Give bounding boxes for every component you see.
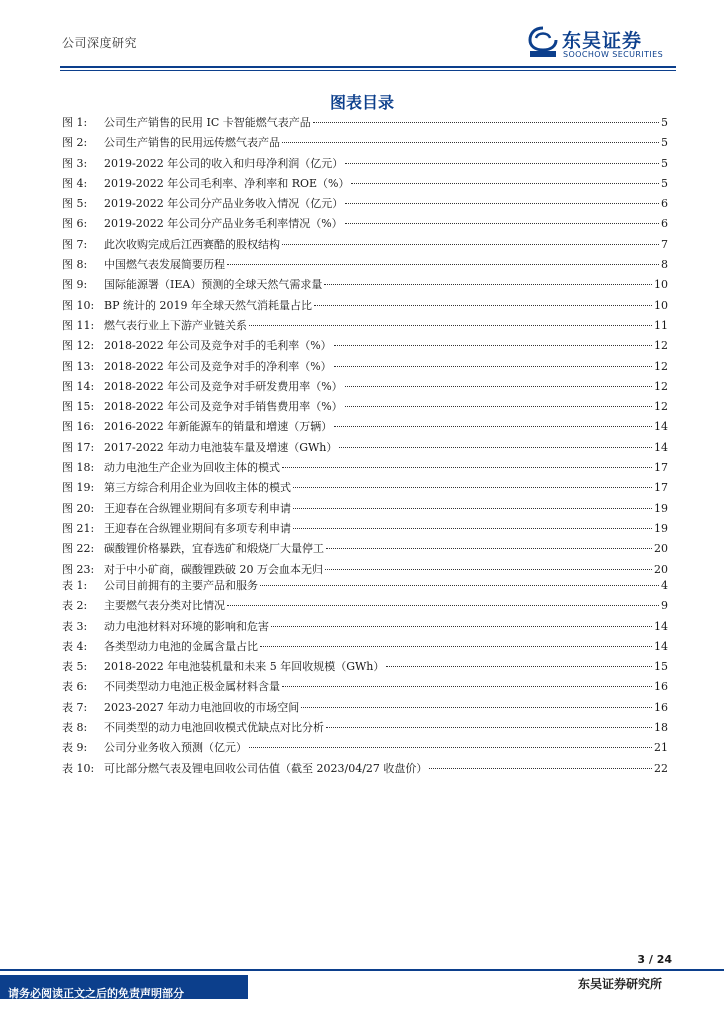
figure-page: 6 [661, 197, 668, 211]
figure-entry[interactable] [62, 377, 668, 397]
figure-page: 12 [654, 400, 668, 414]
figure-entry[interactable] [62, 235, 668, 255]
figure-entry[interactable] [62, 499, 668, 519]
table-title: 可比部分燃气表及锂电回收公司估值（截至 2023/04/27 收盘价） [104, 761, 428, 775]
table-entry[interactable] [62, 617, 668, 637]
figure-number: 图 1: [62, 116, 88, 129]
table-title: 主要燃气表分类对比情况 [104, 599, 225, 613]
table-number: 表 4: [62, 639, 88, 653]
figure-title: BP 统计的 2019 年全球天然气消耗量占比 [104, 298, 312, 312]
figure-number: 图 7: [62, 237, 88, 251]
figure-entry[interactable] [62, 336, 668, 356]
dot-leader [326, 727, 652, 728]
dot-leader [345, 406, 652, 407]
table-title: 不同类型动力电池正极金属材料含量 [104, 680, 280, 694]
table-number: 表 3: [62, 619, 88, 633]
logo-name-en: SOOCHOW SECURITIES [563, 50, 664, 59]
figure-title: 公司生产销售的民用 IC 卡智能燃气表产品 [104, 116, 311, 129]
figure-entry[interactable] [62, 478, 668, 498]
table-title: 2018-2022 年电池装机量和未来 5 年回收规模（GWh） [104, 660, 385, 674]
table-entry[interactable] [62, 718, 668, 738]
dot-leader [334, 345, 652, 346]
figure-number: 图 21: [62, 521, 95, 535]
figure-title: 对于中小矿商，碳酸锂跌破 20 万会血本无归 [104, 562, 323, 576]
footer-institute: 东吴证券研究所 [577, 977, 662, 991]
figure-title: 碳酸锂价格暴跌，宜春选矿和煅烧厂大量停工 [104, 542, 324, 556]
figure-number: 图 4: [62, 176, 88, 190]
figure-page: 12 [654, 359, 668, 373]
figure-number: 图 6: [62, 217, 88, 231]
table-entry[interactable] [62, 657, 668, 677]
table-number: 表 5: [62, 660, 88, 674]
dot-leader [345, 223, 659, 224]
figure-entry[interactable] [62, 438, 668, 458]
figure-page: 11 [654, 318, 668, 332]
dot-leader [345, 203, 659, 204]
figure-number: 图 20: [62, 501, 95, 515]
table-page: 15 [654, 660, 668, 674]
dot-leader [351, 183, 659, 184]
figure-page: 14 [654, 420, 668, 434]
table-title: 不同类型的动力电池回收模式优缺点对比分析 [104, 721, 324, 735]
figure-title: 2019-2022 年公司分产品业务收入情况（亿元） [104, 197, 344, 211]
figure-entry[interactable] [62, 255, 668, 275]
table-entry[interactable] [62, 677, 668, 697]
toc-title: 图表目录 [329, 93, 394, 112]
dot-leader [301, 707, 652, 708]
page-number: 3 / 24 [637, 953, 672, 966]
figure-title: 王迎春在合纵锂业期间有多项专利申请 [104, 521, 291, 535]
table-page: 22 [654, 761, 668, 775]
figure-number: 图 15: [62, 400, 95, 414]
figure-entry[interactable] [62, 357, 668, 377]
figure-page: 5 [661, 156, 668, 170]
table-number: 表 9: [62, 741, 88, 755]
dot-leader [326, 548, 652, 549]
figure-page: 10 [654, 298, 668, 312]
figure-entry[interactable] [62, 316, 668, 336]
figure-entry[interactable] [62, 519, 668, 539]
dot-leader [345, 386, 652, 387]
figure-number: 图 9: [62, 278, 88, 292]
dot-leader [271, 626, 652, 627]
table-title: 各类型动力电池的金属含量占比 [104, 639, 258, 653]
table-page: 14 [654, 619, 668, 633]
figure-number: 图 11: [62, 318, 95, 332]
dot-leader [334, 426, 652, 427]
figure-page: 12 [654, 379, 668, 393]
table-page: 14 [654, 639, 668, 653]
figure-title: 中国燃气表发展简要历程 [104, 258, 225, 272]
figure-entry[interactable] [62, 133, 668, 153]
figure-title: 公司生产销售的民用远传燃气表产品 [104, 136, 280, 150]
figure-number: 图 3: [62, 156, 88, 170]
section-label: 公司深度研究 [62, 36, 138, 50]
table-page: 16 [654, 680, 668, 694]
dot-leader [345, 163, 659, 164]
header-divider-thin [60, 70, 676, 71]
figure-page: 19 [654, 501, 668, 515]
figure-title: 2019-2022 年公司分产品业务毛利率情况（%） [104, 217, 343, 231]
table-entry[interactable] [62, 576, 668, 596]
figure-title: 燃气表行业上下游产业链关系 [104, 318, 247, 332]
figure-page: 10 [654, 278, 668, 292]
figure-page: 17 [654, 461, 668, 475]
figure-entry[interactable] [62, 296, 668, 316]
figure-page: 17 [654, 481, 668, 495]
dot-leader [249, 325, 652, 326]
dot-leader [282, 142, 659, 143]
figure-page: 19 [654, 521, 668, 535]
dot-leader [293, 508, 652, 509]
figure-page: 20 [654, 542, 668, 556]
dot-leader [313, 122, 659, 123]
dot-leader [293, 487, 652, 488]
figure-title: 国际能源署（IEA）预测的全球天然气需求量 [104, 278, 323, 292]
dot-leader [282, 244, 659, 245]
table-list [62, 576, 668, 779]
table-page: 16 [654, 700, 668, 714]
dot-leader [282, 686, 652, 687]
dot-leader [386, 666, 652, 667]
figure-number: 图 12: [62, 339, 95, 353]
figure-page: 5 [661, 116, 668, 129]
dot-leader [260, 646, 652, 647]
figure-title: 2019-2022 年公司的收入和归母净利润（亿元） [104, 156, 344, 170]
figure-title: 王迎春在合纵锂业期间有多项专利申请 [104, 501, 291, 515]
figure-number: 图 23: [62, 562, 95, 576]
figure-number: 图 18: [62, 461, 95, 475]
figure-entry[interactable] [62, 397, 668, 417]
figure-list [62, 113, 668, 580]
figure-number: 图 19: [62, 481, 95, 495]
table-number: 表 2: [62, 599, 88, 613]
footer-divider [0, 969, 724, 971]
dot-leader [324, 284, 652, 285]
figure-title: 2018-2022 年公司及竞争对手研发费用率（%） [104, 379, 343, 393]
figure-number: 图 2: [62, 136, 88, 150]
figure-entry[interactable] [62, 194, 668, 214]
dot-leader [227, 264, 659, 265]
figure-title: 2018-2022 年公司及竞争对手销售费用率（%） [104, 400, 343, 414]
figure-page: 7 [661, 237, 668, 251]
figure-title: 2019-2022 年公司毛利率、净利率和 ROE（%） [104, 176, 350, 190]
dot-leader [227, 605, 659, 606]
table-title: 2023-2027 年动力电池回收的市场空间 [104, 700, 300, 714]
table-number: 表 10: [62, 761, 95, 775]
figure-page: 12 [654, 339, 668, 353]
header-divider [60, 66, 676, 68]
figure-number: 图 13: [62, 359, 95, 373]
table-page: 9 [661, 599, 668, 613]
figure-number: 图 8: [62, 258, 88, 272]
figure-page: 5 [661, 176, 668, 190]
table-title: 公司分业务收入预测（亿元） [104, 741, 247, 755]
figure-page: 20 [654, 562, 668, 576]
figure-entry[interactable] [62, 417, 668, 437]
figure-title: 动力电池生产企业为回收主体的模式 [104, 461, 280, 475]
figure-number: 图 5: [62, 197, 88, 211]
figure-number: 图 22: [62, 542, 95, 556]
logo-mark-icon [528, 26, 558, 58]
figure-number: 图 14: [62, 379, 95, 393]
figure-number: 图 17: [62, 440, 95, 454]
figure-number: 图 10: [62, 298, 95, 312]
table-page: 21 [654, 741, 668, 755]
figure-title: 2018-2022 年公司及竞争对手的净利率（%） [104, 359, 332, 373]
table-number: 表 1: [62, 579, 88, 592]
dot-leader [293, 528, 652, 529]
table-page: 18 [654, 721, 668, 735]
logo-name-cn: 东吴证券 [562, 30, 643, 52]
figure-page: 8 [661, 258, 668, 272]
figure-title: 2017-2022 年动力电池装车量及增速（GWh） [104, 440, 338, 454]
table-entry[interactable] [62, 698, 668, 718]
footer-disclaimer: 请务必阅读正文之后的免责声明部分 [8, 987, 184, 1000]
table-entry[interactable] [62, 596, 668, 616]
figure-page: 6 [661, 217, 668, 231]
dot-leader [314, 305, 652, 306]
table-entry[interactable] [62, 637, 668, 657]
table-page: 4 [661, 579, 668, 592]
figure-entry[interactable] [62, 458, 668, 478]
dot-leader [325, 569, 652, 570]
figure-title: 第三方综合利用企业为回收主体的模式 [104, 481, 291, 495]
figure-entry[interactable] [62, 174, 668, 194]
dot-leader [260, 585, 659, 586]
figure-number: 图 16: [62, 420, 95, 434]
figure-entry[interactable] [62, 539, 668, 559]
table-number: 表 7: [62, 700, 88, 714]
figure-entry[interactable] [62, 275, 668, 295]
figure-page: 5 [661, 136, 668, 150]
table-title: 公司目前拥有的主要产品和服务 [104, 579, 258, 592]
table-number: 表 8: [62, 721, 88, 735]
table-entry[interactable] [62, 759, 668, 779]
table-entry[interactable] [62, 738, 668, 758]
figure-entry[interactable] [62, 154, 668, 174]
table-number: 表 6: [62, 680, 88, 694]
dot-leader [282, 467, 652, 468]
figure-title: 此次收购完成后江西赛酷的股权结构 [104, 237, 280, 251]
dot-leader [334, 366, 652, 367]
figure-title: 2016-2022 年新能源车的销量和增速（万辆） [104, 420, 333, 434]
dot-leader [249, 747, 652, 748]
figure-entry[interactable] [62, 214, 668, 234]
figure-entry[interactable] [62, 113, 668, 133]
dot-leader [429, 768, 652, 769]
company-logo [528, 26, 678, 62]
dot-leader [339, 447, 652, 448]
table-title: 动力电池材料对环境的影响和危害 [104, 619, 269, 633]
figure-page: 14 [654, 440, 668, 454]
figure-title: 2018-2022 年公司及竞争对手的毛利率（%） [104, 339, 332, 353]
